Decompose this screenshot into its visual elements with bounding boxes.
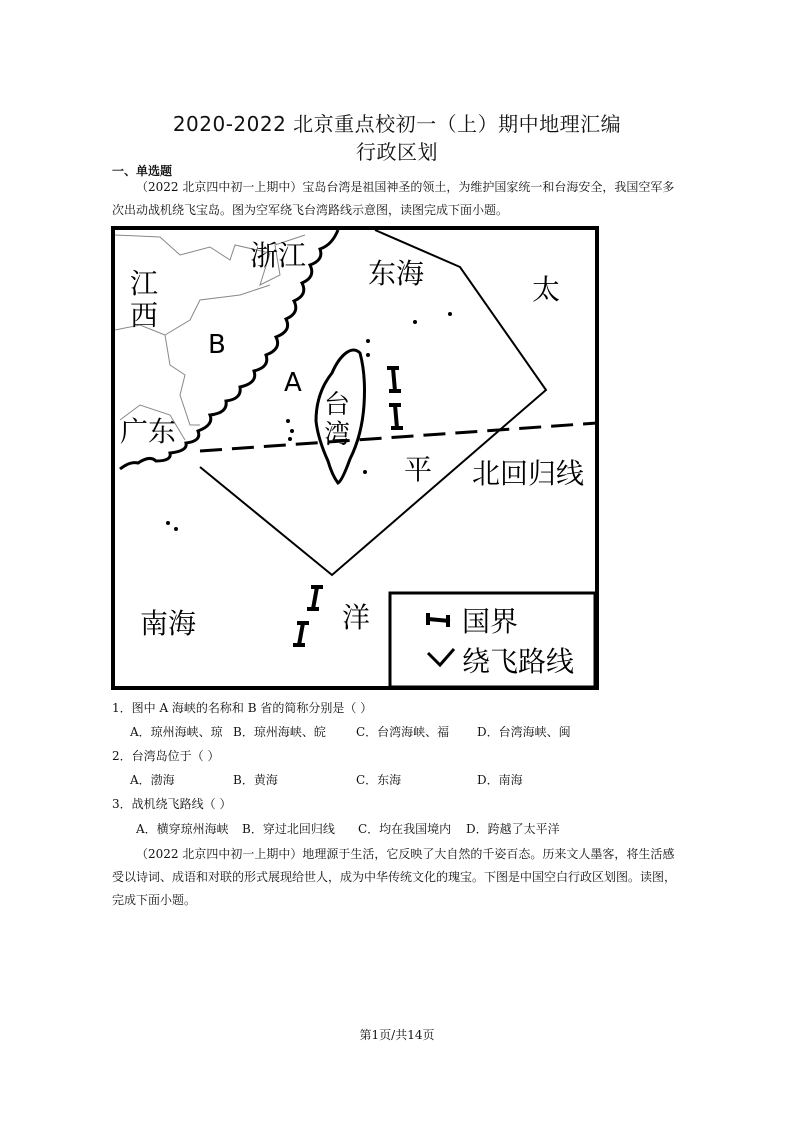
label-yang: 洋	[342, 601, 371, 634]
question-3-stem: 3．战机绕飞路线（ ）	[112, 797, 232, 811]
label-jiangxi-2: 西	[130, 299, 159, 332]
label-guangdong: 广东	[120, 415, 177, 448]
question-3-option-b: B．穿过北回归线	[242, 822, 335, 836]
legend-border-label: 国界	[462, 605, 519, 638]
label-donghai: 东海	[368, 257, 425, 290]
question-2-option-d: D．南海	[477, 773, 523, 787]
question-3-option-a: A．横穿琼州海峡	[136, 822, 229, 836]
label-tai: 太	[532, 273, 561, 306]
question-3-option-d: D．跨越了太平洋	[466, 822, 560, 836]
intro-paragraph-2: （2022 北京四中初一上期中）地理源于生活，它反映了大自然的千姿百态。历来文人墨客，将生活感受以诗词、成语和对联的形式展现给世人，成为中华传统文化的瑰宝。下图是中国空白行政区划图。读图，完成下面小题。	[112, 847, 677, 907]
intro-paragraph-1: （2022 北京四中初一上期中）宝岛台湾是祖国神圣的领土，为维护国家统一和台海安全，我国空军多次出动战机绕飞宝岛。图为空军绕飞台湾路线示意图，读图完成下面小题。	[112, 180, 675, 217]
question-2-option-c: C．东海	[356, 773, 402, 787]
question-3-option-c: C．均在我国境内	[358, 822, 452, 836]
section-heading: 一、单选题	[112, 164, 173, 178]
legend-route-label: 绕飞路线	[462, 645, 575, 678]
question-2-option-b: B．黄海	[233, 773, 278, 787]
label-taiwan-2: 湾	[324, 420, 351, 450]
label-nanhai: 南海	[140, 607, 197, 640]
question-1-option-d: D．台湾海峡、闽	[477, 725, 571, 739]
question-2-stem: 2．台湾岛位于（ ）	[112, 749, 220, 763]
question-2-option-a: A．渤海	[130, 773, 175, 787]
document-title: 2020-2022 北京重点校初一（上）期中地理汇编	[172, 112, 622, 136]
label-jiangxi-1: 江	[130, 267, 159, 300]
label-A: A	[284, 368, 302, 398]
question-1-option-a: A．琼州海峡、琼	[130, 725, 223, 739]
label-B: B	[208, 330, 226, 360]
route-map	[110, 225, 600, 691]
question-1-option-c: C．台湾海峡、福	[356, 725, 450, 739]
map-legend	[390, 593, 595, 687]
document-subtitle: 行政区划	[356, 140, 438, 164]
label-taiwan-1: 台	[324, 390, 351, 420]
label-zhejiang: 浙江	[250, 239, 307, 272]
page-footer: 第1页/共14页	[359, 1028, 435, 1042]
question-1-option-b: B．琼州海峡、皖	[233, 725, 326, 739]
question-1-stem: 1．图中 A 海峡的名称和 B 省的简称分别是（ ）	[112, 701, 373, 715]
label-tropic: 北回归线	[472, 457, 585, 490]
label-ping: 平	[404, 453, 433, 486]
